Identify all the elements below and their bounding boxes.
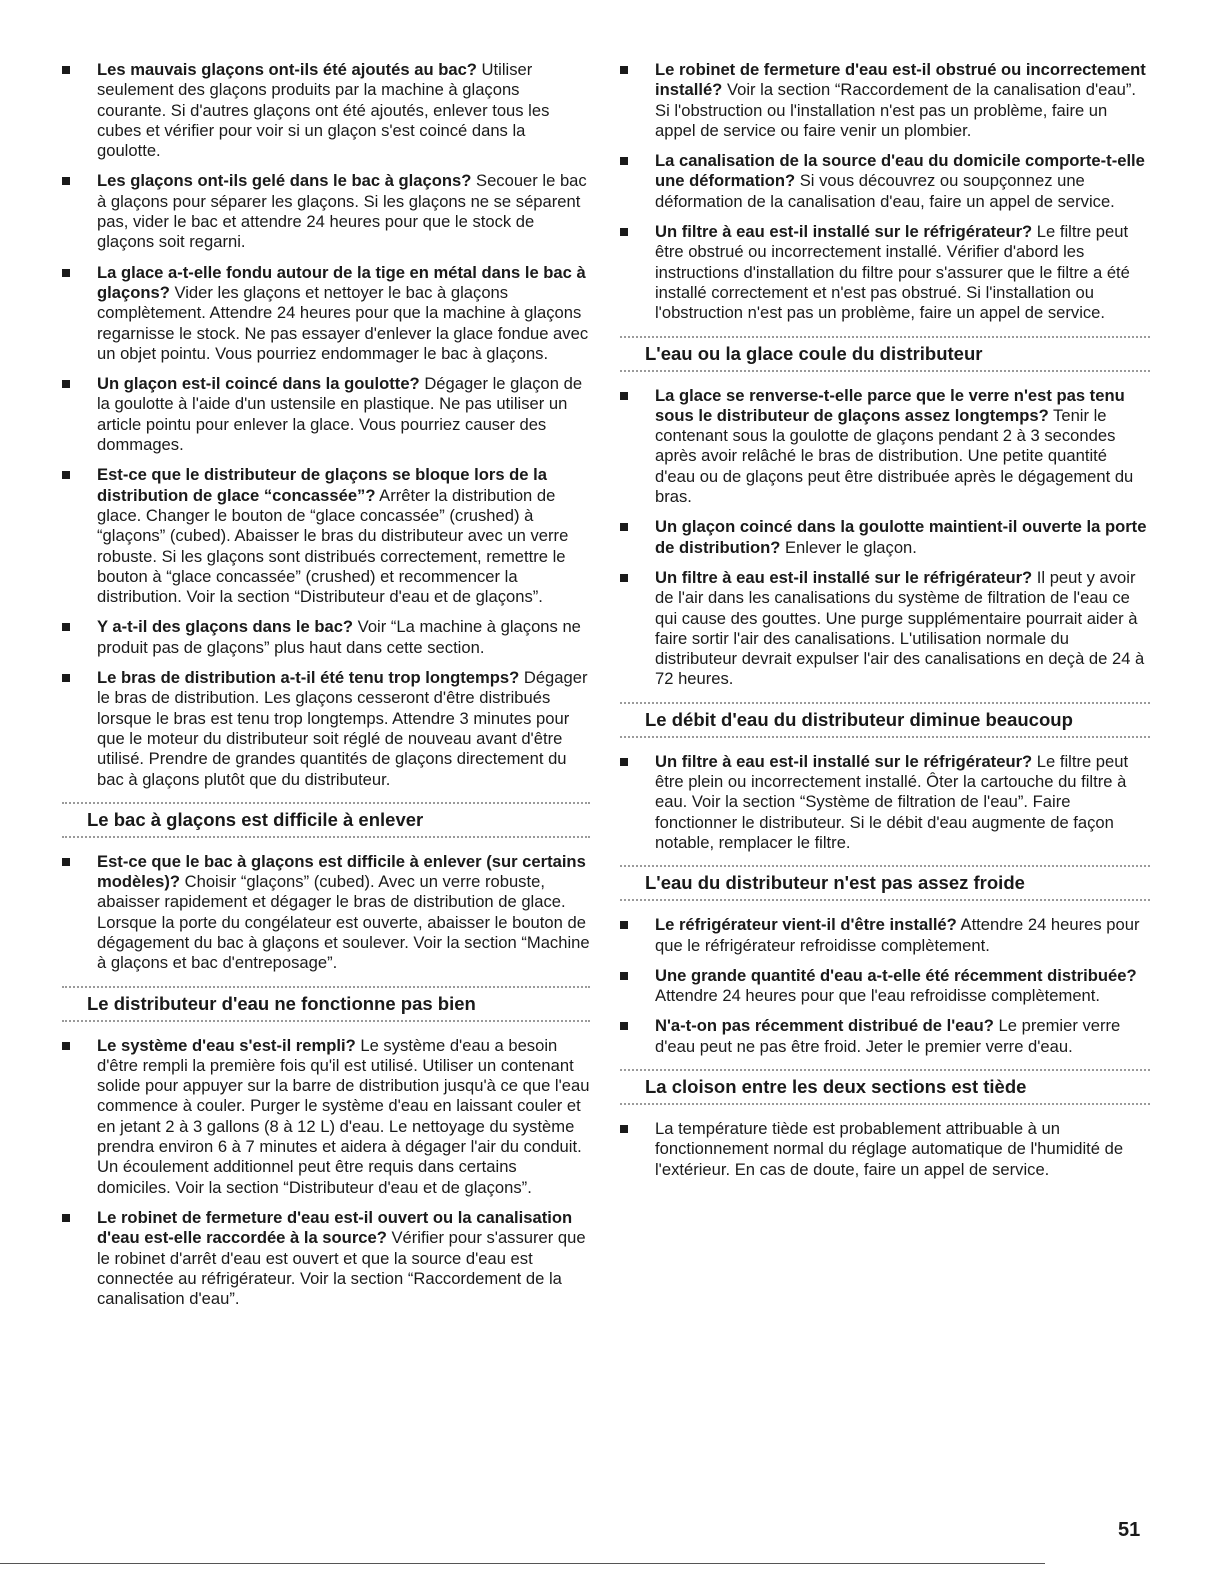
list-item bbox=[62, 668, 590, 790]
square-bullet-icon bbox=[62, 623, 70, 631]
square-bullet-icon bbox=[62, 380, 70, 388]
answer-text: Arrêter la distribution de glace. Changer le bouton de “glace concassée” (crushed) à “glaçons” (cubed). Abaisser le bras du distributeur avec un verre robuste. Si les glaçons sont distribués correctement, remettre le bouton à “glace concassée” (crushed) et recommencer la distribution. Voir la section “Distributeur d'eau et de glaçons”. bbox=[97, 485, 569, 607]
list-item bbox=[62, 852, 590, 974]
answer-text: La température tiède est probablement attribuable à un fonctionnement normal du réglage automatique de l'humidité de l'extérieur. En cas de doute, faire un appel de service. bbox=[655, 1118, 1124, 1179]
answer-text: Si vous découvrez ou soupçonnez une déformation de la canalisation d'eau, faire un appel de service. bbox=[655, 171, 1115, 211]
answer-text: Attendre 24 heures pour que le réfrigérateur refroidisse complètement. bbox=[655, 915, 1140, 955]
section-heading-block bbox=[620, 336, 1150, 372]
square-bullet-icon bbox=[62, 66, 70, 74]
dotted-rule bbox=[620, 865, 1150, 867]
section-heading: L'eau ou la glace coule du distributeur bbox=[645, 342, 983, 364]
question-text: Est-ce que le bac à glaçons est difficile à enlever (sur certains modèles)? bbox=[97, 851, 586, 892]
dotted-rule bbox=[62, 836, 590, 838]
question-text: Les mauvais glaçons ont-ils été ajoutés au bac? bbox=[97, 60, 477, 79]
square-bullet-icon bbox=[62, 858, 70, 866]
list-item bbox=[620, 966, 1150, 1007]
square-bullet-icon bbox=[620, 972, 628, 980]
list-item bbox=[62, 374, 590, 455]
list-item bbox=[620, 752, 1150, 853]
square-bullet-icon bbox=[62, 177, 70, 185]
answer-text: Voir “La machine à glaçons ne produit pas de glaçons” plus haut dans cette section. bbox=[97, 617, 581, 657]
list-item bbox=[62, 617, 590, 658]
list-item bbox=[620, 1119, 1150, 1180]
question-text: Le réfrigérateur vient-il d'être installé? bbox=[655, 915, 957, 935]
list-item bbox=[62, 1208, 590, 1309]
list-item bbox=[620, 915, 1150, 956]
dotted-rule bbox=[62, 1020, 590, 1022]
list-item bbox=[620, 517, 1150, 558]
right-column bbox=[620, 60, 1150, 1190]
square-bullet-icon bbox=[62, 471, 70, 479]
square-bullet-icon bbox=[62, 674, 70, 682]
answer-text: Tenir le contenant sous la goulotte de glaçons pendant 2 à 3 secondes après avoir relâché le bras de distribution. Une petite quantité d'eau ou de glaçons peut être distribuée après le dégagement du bras. bbox=[655, 405, 1134, 507]
list-item bbox=[620, 60, 1150, 141]
section-heading-block bbox=[62, 986, 590, 1022]
square-bullet-icon bbox=[620, 574, 628, 582]
list-item bbox=[620, 222, 1150, 323]
answer-text: Attendre 24 heures pour que l'eau refroidisse complètement. bbox=[655, 986, 1101, 1006]
question-text: Un glaçon est-il coincé dans la goulotte? bbox=[97, 374, 420, 394]
question-text: Les glaçons ont-ils gelé dans le bac à glaçons? bbox=[97, 171, 472, 191]
square-bullet-icon bbox=[620, 228, 628, 236]
dotted-rule bbox=[620, 336, 1150, 338]
square-bullet-icon bbox=[620, 66, 628, 74]
question-text: Le système d'eau s'est-il rempli? bbox=[97, 1035, 356, 1055]
section-heading: Le bac à glaçons est difficile à enlever bbox=[87, 808, 424, 830]
list-item bbox=[620, 151, 1150, 212]
question-text: La glace a-t-elle fondu autour de la tige en métal dans le bac à glaçons? bbox=[97, 262, 586, 302]
question-text: Un filtre à eau est-il installé sur le réfrigérateur? bbox=[655, 567, 1033, 587]
square-bullet-icon bbox=[62, 1214, 70, 1222]
bottom-divider bbox=[0, 1563, 1045, 1564]
answer-text: Enlever le glaçon. bbox=[780, 537, 917, 557]
answer-text: Dégager le bras de distribution. Les glaçons cesseront d'être distribués lorsque le bras est tenu trop longtemps. Attendre 3 minutes pour que le moteur du distributeur soit réglé de nouveau avant d'être utilisé. Prendre de grandes quantités de glaçons directement du bac à glaçons plutôt que du distributeur. bbox=[97, 668, 588, 789]
answer-text: Le premier verre d'eau peut ne pas être froid. Jeter le premier verre d'eau. bbox=[655, 1016, 1121, 1056]
square-bullet-icon bbox=[620, 1022, 628, 1030]
answer-text: Choisir “glaçons” (cubed). Avec un verre robuste, abaisser rapidement et dégager le bras de distribution de glace. Lorsque la porte du congélateur est ouverte, abaisser le bouton de dégagement du bac à glaçons et soulever. Voir la section “Machine à glaçons et bac d'entreposage”. bbox=[97, 872, 590, 973]
square-bullet-icon bbox=[620, 392, 628, 400]
answer-text: Secouer le bac à glaçons pour séparer les glaçons. Si les glaçons ne se séparent pas, vider le bac et attendre 24 heures pour que le stock de glaçons soit regarni. bbox=[97, 171, 587, 252]
list-item bbox=[62, 171, 590, 252]
square-bullet-icon bbox=[620, 523, 628, 531]
section-heading-block bbox=[62, 802, 590, 838]
square-bullet-icon bbox=[620, 1125, 628, 1133]
answer-text: Le filtre peut être plein ou incorrectement installé. Ôter la cartouche du filtre à eau. Voir la section “Système de filtration de l'eau”. Faire fonctionner le distributeur. Si le débit d'eau augmente de façon notable, remplacer le filtre. bbox=[655, 751, 1129, 852]
section-heading-block bbox=[620, 702, 1150, 738]
question-text: N'a-t-on pas récemment distribué de l'eau? bbox=[655, 1016, 994, 1036]
left-column bbox=[62, 60, 590, 1319]
list-item bbox=[62, 1036, 590, 1198]
section-heading: La cloison entre les deux sections est tiède bbox=[645, 1075, 1027, 1097]
question-text: Le bras de distribution a-t-il été tenu trop longtemps? bbox=[97, 668, 520, 688]
square-bullet-icon bbox=[62, 1042, 70, 1050]
question-text: Y a-t-il des glaçons dans le bac? bbox=[97, 617, 354, 637]
answer-text: Dégager le glaçon de la goulotte à l'aide d'un ustensile en plastique. Ne pas utiliser un article pointu pour enlever la glace. Vous pourriez causer des dommages. bbox=[97, 374, 583, 455]
dotted-rule bbox=[620, 1103, 1150, 1105]
square-bullet-icon bbox=[62, 269, 70, 277]
answer-text: Vérifier pour s'assurer que le robinet d'arrêt d'eau est ouvert et que la source d'eau est connectée au réfrigérateur. Voir la section “Raccordement de la canalisation d'eau”. bbox=[97, 1228, 586, 1309]
section-heading-block bbox=[620, 1069, 1150, 1105]
answer-text: Vider les glaçons et nettoyer le bac à glaçons complètement. Attendre 24 heures pour que la machine à glaçons regarnisse le stock. Ne pas essayer d'enlever la glace fondue avec un objet pointu. Vous pourriez endommager le bac à glaçons. bbox=[97, 282, 589, 363]
dotted-rule bbox=[620, 702, 1150, 704]
section-heading: L'eau du distributeur n'est pas assez froide bbox=[645, 872, 1025, 894]
square-bullet-icon bbox=[620, 157, 628, 165]
question-text: Une grande quantité d'eau a-t-elle été récemment distribuée? bbox=[655, 965, 1137, 985]
dotted-rule bbox=[620, 370, 1150, 372]
dotted-rule bbox=[620, 1069, 1150, 1071]
question-text: Un glaçon coincé dans la goulotte maintient-il ouverte la porte de distribution? bbox=[655, 517, 1147, 557]
list-item bbox=[620, 568, 1150, 690]
list-item bbox=[62, 465, 590, 607]
answer-text: Le système d'eau a besoin d'être rempli la première fois qu'il est utilisé. Utiliser un contenant solide pour appuyer sur la barre de distribution jusqu'à ce que l'eau commence à couler. Purger le système d'eau en laissant couler et en jetant 2 à 3 gallons (8 à 12 L) d'eau. Le nettoyage du système prendra environ 6 à 7 minutes et aidera à dégager l'air du conduit. Un écoulement additionnel peut être requis dans certains domiciles. Voir la section “Distributeur d'eau et de glaçons”. bbox=[97, 1035, 590, 1197]
question-text: Le robinet de fermeture d'eau est-il ouvert ou la canalisation d'eau est-elle raccordée à la source? bbox=[97, 1207, 573, 1248]
dotted-rule bbox=[62, 986, 590, 988]
list-item bbox=[62, 60, 590, 161]
answer-text: Utiliser seulement des glaçons produits par la machine à glaçons courante. Si d'autres glaçons ont été ajoutés, enlever tous les cubes et vérifier pour voir si un glaçon s'est coincé dans la goulotte. bbox=[97, 60, 550, 161]
page-number: 51 bbox=[1118, 1519, 1141, 1541]
square-bullet-icon bbox=[620, 758, 628, 766]
answer-text: Voir la section “Raccordement de la canalisation d'eau”. Si l'obstruction ou l'installation n'est pas un problème, faire un appel de service ou faire venir un plombier. bbox=[655, 80, 1136, 140]
list-item bbox=[620, 386, 1150, 508]
question-text: La canalisation de la source d'eau du domicile comporte-t-elle une déformation? bbox=[655, 151, 1145, 191]
list-item bbox=[620, 1016, 1150, 1057]
list-item bbox=[62, 263, 590, 364]
question-text: La glace se renverse-t-elle parce que le verre n'est pas tenu sous le distributeur de glaçons assez longtemps? bbox=[655, 385, 1125, 425]
section-heading-block bbox=[620, 865, 1150, 901]
section-heading: Le distributeur d'eau ne fonctionne pas bien bbox=[87, 992, 476, 1014]
square-bullet-icon bbox=[620, 921, 628, 929]
answer-text: Le filtre peut être obstrué ou incorrectement installé. Vérifier d'abord les instructions d'installation du filtre pour s'assurer que le filtre a été installé correctement et n'est pas obstrué. Si l'installation ou l'obstruction n'est pas un problème, faire un appel de service. bbox=[655, 222, 1130, 323]
dotted-rule bbox=[620, 899, 1150, 901]
question-text: Un filtre à eau est-il installé sur le réfrigérateur? bbox=[655, 751, 1033, 771]
dotted-rule bbox=[62, 802, 590, 804]
answer-text: Il peut y avoir de l'air dans les canalisations du système de filtration de l'eau ce qui cause des gouttes. Une purge supplémentaire pourrait aider à faire sortir l'air des canalisations. L'utilisation normale du distributeur devrait expulser l'air des canalisations en deçà de 24 à 72 heures. bbox=[655, 567, 1145, 689]
section-heading: Le débit d'eau du distributeur diminue beaucoup bbox=[645, 708, 1073, 730]
question-text: Le robinet de fermeture d'eau est-il obstrué ou incorrectement installé? bbox=[655, 60, 1146, 100]
dotted-rule bbox=[620, 736, 1150, 738]
question-text: Un filtre à eau est-il installé sur le réfrigérateur? bbox=[655, 222, 1033, 242]
question-text: Est-ce que le distributeur de glaçons se bloque lors de la distribution de glace “concassée”? bbox=[97, 465, 547, 505]
